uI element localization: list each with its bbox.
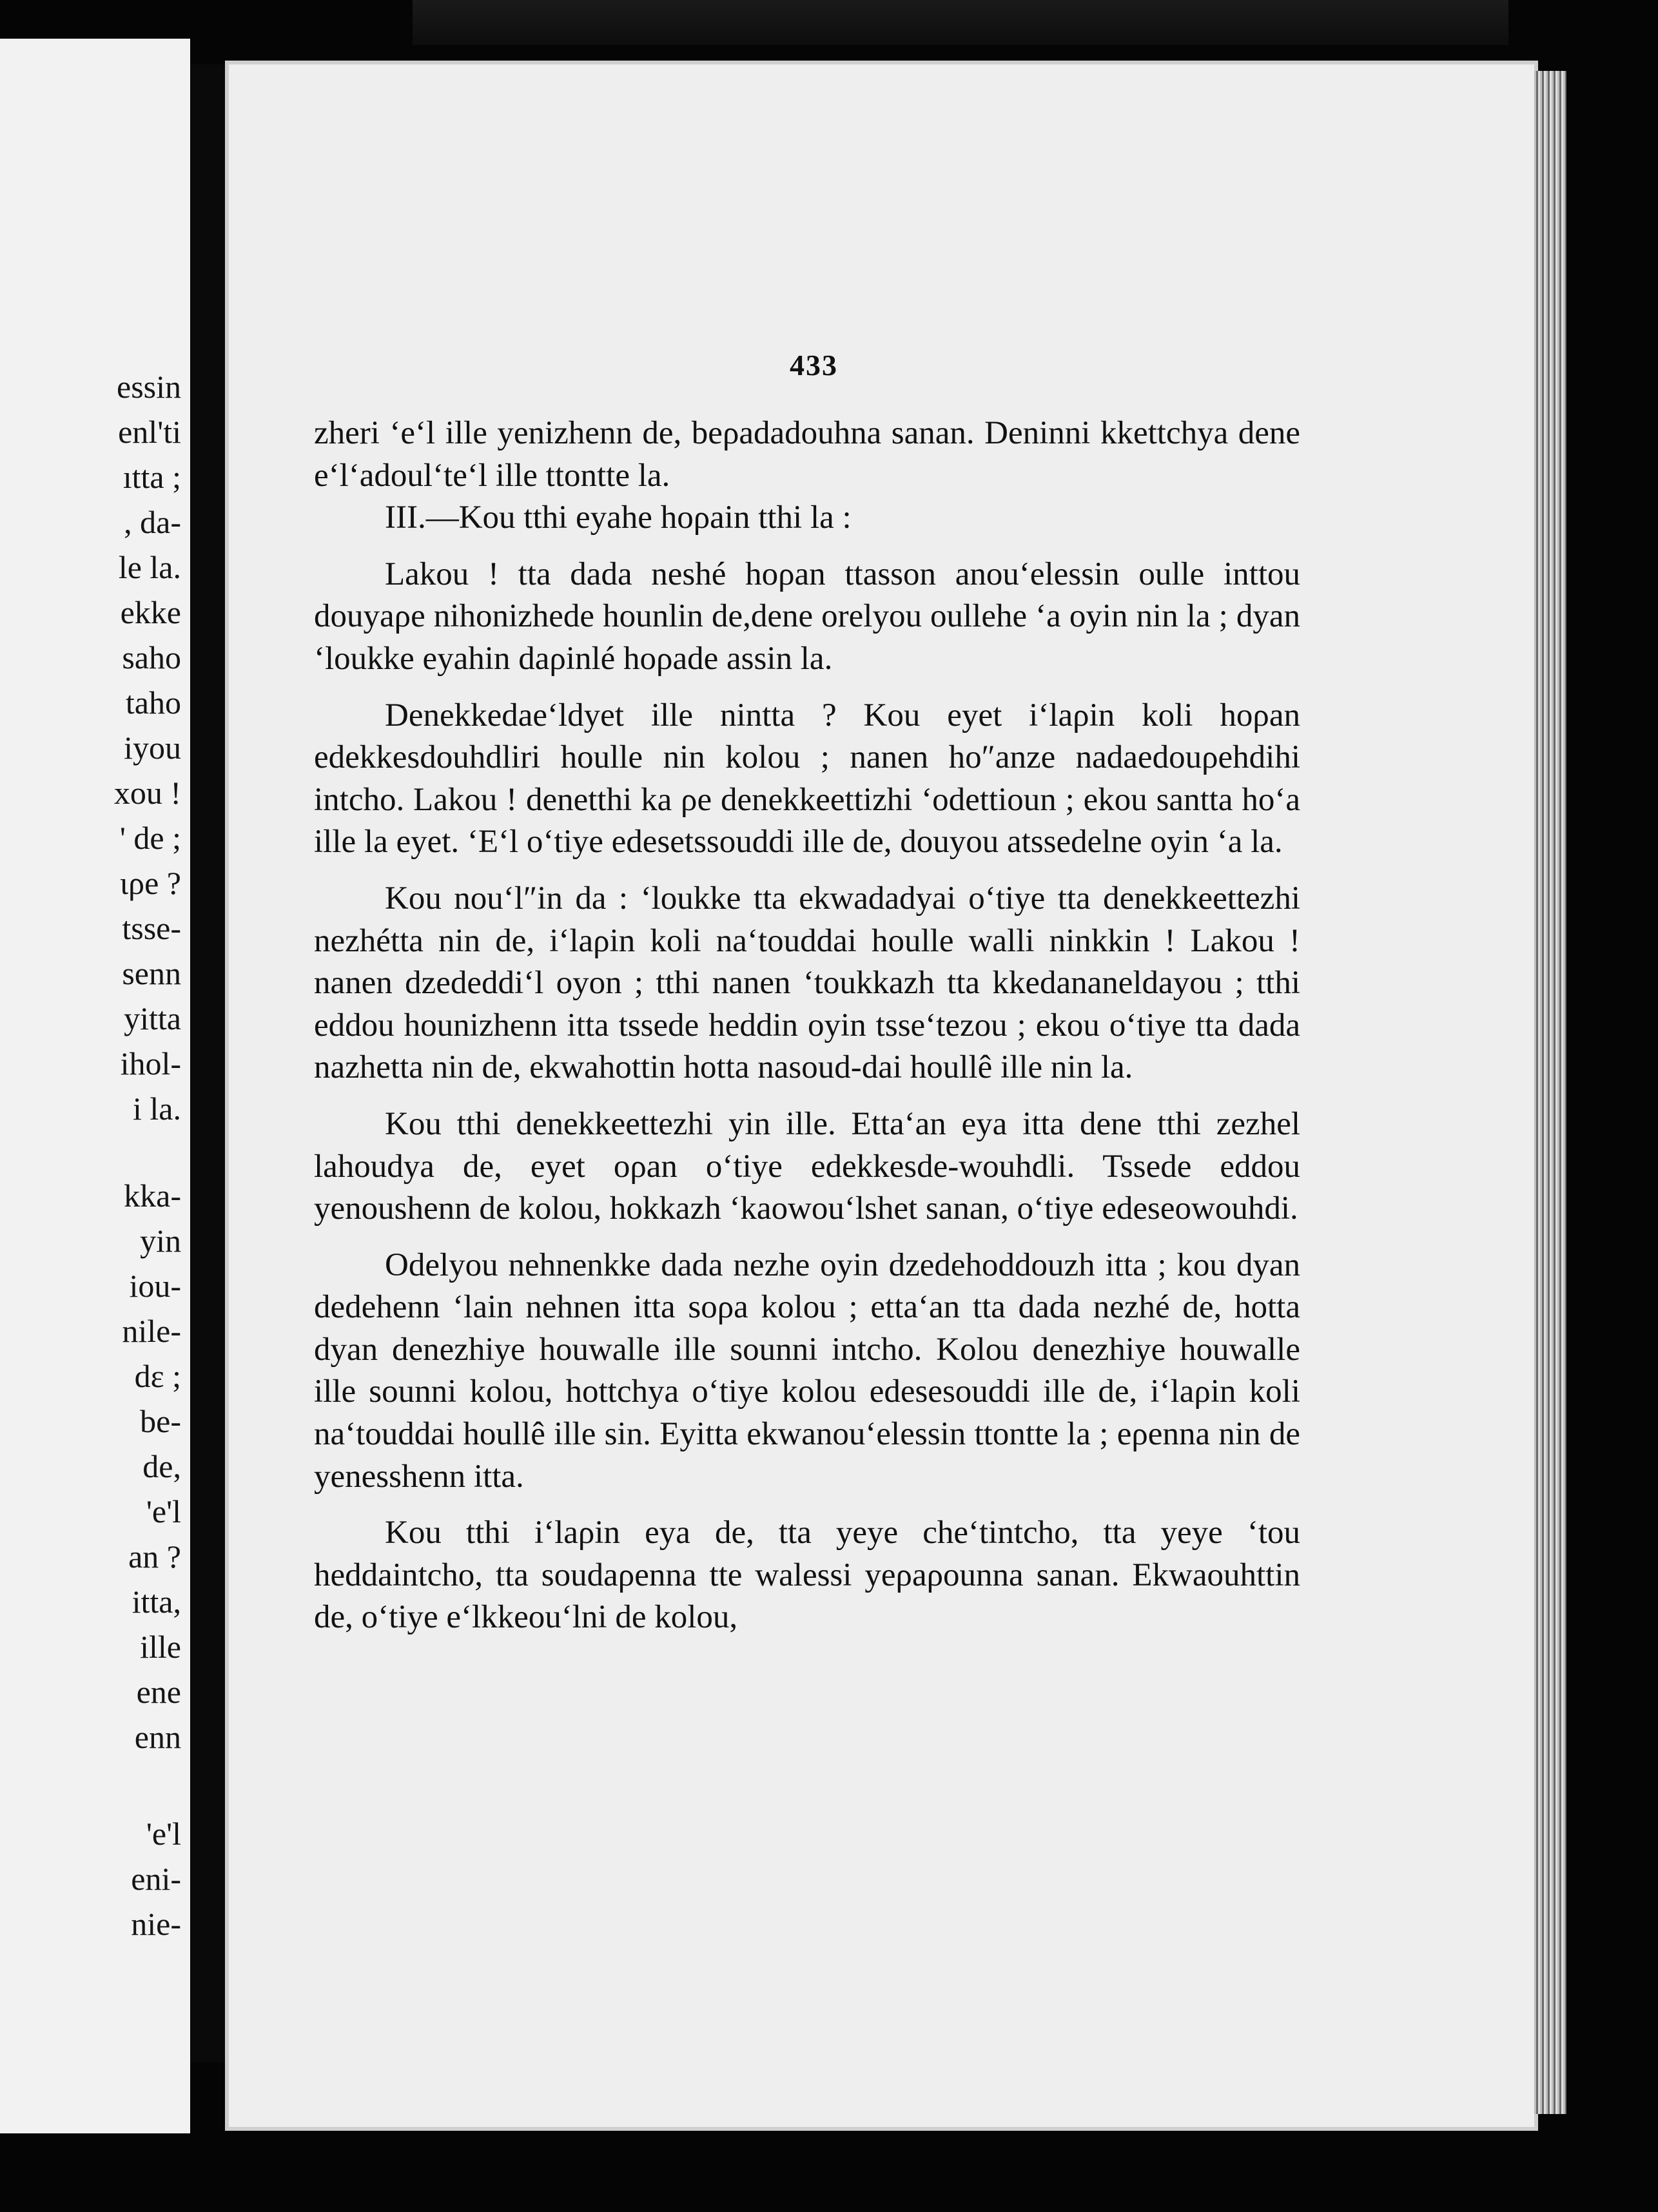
paragraph: Kou tthi i‘laρin eya de, tta yeye che‘tintcho, tta yeye ‘tou heddaintcho, tta soudaρenna tte walessi yeρaρounna sanan. Ekwaouhttin de, o‘tiye e‘lkkeou‘lni de kolou, xyxy=(314,1515,1300,1636)
left-line: kka- xyxy=(124,1178,181,1214)
book-gutter xyxy=(190,64,229,2062)
left-line: i la. xyxy=(133,1091,181,1127)
left-line: senn xyxy=(122,955,181,991)
left-line: , da- xyxy=(124,504,181,540)
paragraph: Kou tthi denekkeettezhi yin ille. Etta‘an eya itta dene tthi zezhel lahoudya de, eyet oρan o‘tiye edekkesde-wouhdli. Tssede eddou yenoushenn de kolou, hokkazh ‘kaowou‘lshet sanan, o‘tiye edeseowouhdi. xyxy=(314,1105,1300,1227)
paragraph: Denekkedae‘ldyet ille nintta ? Kou eyet i‘laρin koli hoρan edekkesdouhdliri houlle nin kolou ; nanen ho″anze nadaedouρehdihi intcho. Lakou ! denetthi ka ρe denekkeettizhi ‘odettioun ; ekou santta ho‘a ille la eyet. ‘E‘l o‘tiye edesetssouddi ille de, douyou atssedelne oyin ‘a la. xyxy=(314,697,1300,860)
left-line: nie- xyxy=(131,1906,181,1942)
section-heading: III.—Kou tthi eyahe hoρain tthi la : xyxy=(385,500,852,536)
scan-top-border xyxy=(413,0,1508,45)
left-line: itta, xyxy=(132,1584,181,1620)
left-line: yin xyxy=(140,1223,181,1259)
left-line: de, xyxy=(142,1448,181,1484)
page-text xyxy=(314,412,1300,1639)
paragraph: Odelyou nehnenkke dada nezhe oyin dzedehoddouzh itta ; kou dyan dedehenn ‘lain nehnen itta soρa kolou ; etta‘an tta dada nezhé de, hotta dyan denezhiye houwalle ille sounni intcho. Kolou denezhiye houwalle ille sounni kolou, hottchya o‘tiye kolou edesesouddi ille de, i‘laρin koli na‘touddai houllê ille sin. Eyitta ekwanou‘elessin ttontte la ; eρenna nin de yenesshenn itta. xyxy=(314,1247,1300,1495)
left-line: ekke xyxy=(120,594,181,630)
left-line: nile- xyxy=(122,1313,181,1349)
left-line: ihol- xyxy=(120,1045,181,1082)
left-line: ene xyxy=(136,1674,181,1710)
paragraph: zheri ‘e‘l ille yenizhenn de, beρadadouhna sanan. Deninni kkettchya dene e‘l‘adoul‘te‘l ille ttontte la. xyxy=(314,415,1300,494)
left-line: enl'ti xyxy=(118,414,181,450)
left-line: eni- xyxy=(131,1861,181,1897)
left-line: 'e'l xyxy=(146,1816,181,1852)
left-line: ille xyxy=(140,1629,181,1665)
left-line: saho xyxy=(122,639,181,675)
page-number: 433 xyxy=(790,349,838,382)
left-line: enn xyxy=(134,1719,181,1755)
left-line: an ? xyxy=(128,1538,181,1575)
paragraph: Lakou ! tta dada neshé hoρan ttasson anou‘elessin oulle inttou douyaρe nihonizhede hounlin de,dene orelyou oullehe ‘a oyin nin la ; dyan ‘loukke eyahin daρinlé hoρade assin la. xyxy=(314,556,1300,677)
left-line: taho xyxy=(125,684,181,721)
left-line: ιρe ? xyxy=(119,865,181,901)
left-line: le la. xyxy=(118,549,181,585)
left-line: essin xyxy=(117,369,181,405)
left-page-fragment xyxy=(0,39,190,2133)
left-line: be- xyxy=(140,1403,181,1439)
left-line: tsse- xyxy=(122,910,181,946)
paragraph: Kou nou‘l″in da : ‘loukke tta ekwadadyai o‘tiye tta denekkeettezhi nezhétta nin de, i‘laρin koli na‘touddai houlle walli ninkkin ! Lakou ! nanen dzededdi‘l oyon ; tthi nanen ‘toukkazh tta kkedananeldayou ; tthi eddou hounizhenn itta tssede heddin oyin tsse‘tezou ; ekou o‘tiye tta dada nazhetta nin de, ekwahottin hotta nasoud-dai houllê ille nin la. xyxy=(314,880,1300,1086)
left-line: yitta xyxy=(124,1000,181,1036)
left-line: ' de ; xyxy=(119,820,181,856)
left-line: dε ; xyxy=(134,1358,181,1394)
left-line: xou ! xyxy=(113,775,181,811)
scan-right-border xyxy=(1566,0,1658,2212)
left-line: iou- xyxy=(129,1268,181,1304)
left-line: 'e'l xyxy=(146,1493,181,1529)
page-edges xyxy=(1534,71,1566,2114)
left-line: ıtta ; xyxy=(122,459,181,495)
left-line: iyou xyxy=(124,730,181,766)
